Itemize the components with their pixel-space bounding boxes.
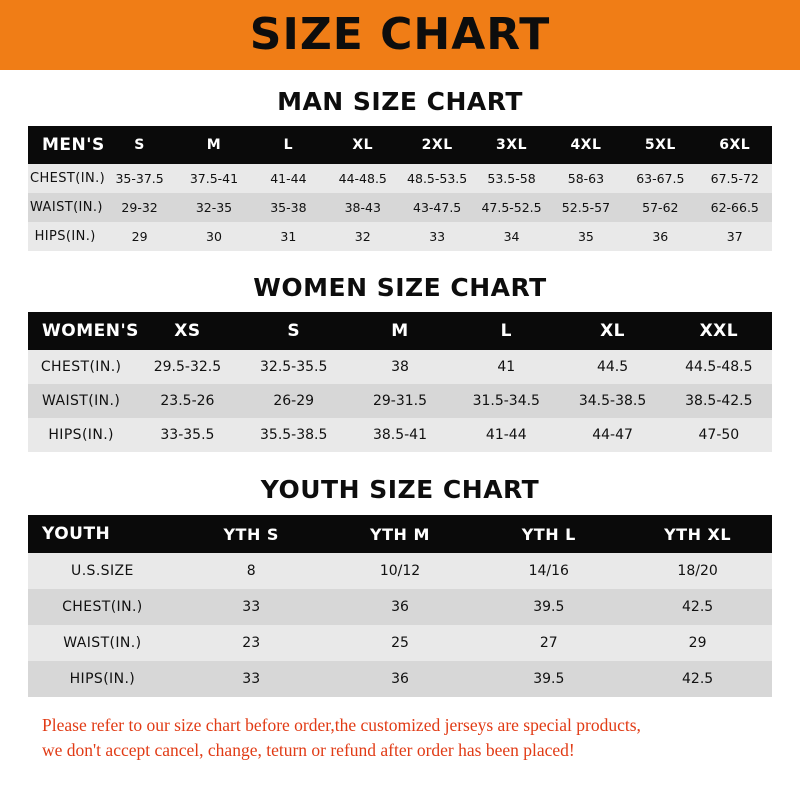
youth-col-header-2: YTH M [370,524,430,544]
men-row-0-cell-6: 58-63 [567,171,605,186]
men-row-1-cell-8: 62-66.5 [710,200,759,215]
table-row [28,193,772,222]
men-row-2-cell-8: 37 [726,229,743,244]
header-bar [0,0,800,70]
women-table-header [28,312,772,350]
women-row-2-cell-0: 33-35.5 [160,427,215,443]
women-col-header-2: S [287,321,301,341]
youth-row-1-cell-2: 39.5 [533,599,565,615]
men-row-0-cell-7: 63-67.5 [636,171,685,186]
table-row [28,164,772,193]
table-header-row [28,515,772,553]
women-row-1-cell-0: 23.5-26 [160,393,215,409]
table-row [28,222,772,251]
youth-row-1-label: CHEST(IN.) [62,599,143,615]
men-row-0-cell-1: 37.5-41 [189,171,239,186]
table-row [28,589,772,625]
men-col-header-5: 2XL [421,137,453,153]
men-row-2-cell-5: 34 [503,229,520,244]
women-row-0-cell-2: 38 [391,359,409,375]
men-col-header-6: 3XL [496,137,528,153]
youth-col-header-4: YTH XL [664,524,732,544]
men-col-header-8: 5XL [644,137,676,153]
man-section-title: MAN SIZE CHART [277,87,523,116]
men-col-header-7: 4XL [570,137,602,153]
women-col-header-1: XS [174,321,201,341]
youth-row-1-cell-0: 33 [242,599,261,615]
youth-row-0-cell-0: 8 [246,563,256,579]
women-row-2-cell-5: 47-50 [698,427,740,443]
men-col-header-1: S [134,137,145,153]
women-col-header-5: XL [600,321,626,341]
youth-row-3-cell-3: 42.5 [682,671,714,687]
men-row-1-label: WAIST(IN.) [30,200,103,215]
youth-col-header-1: YTH S [223,524,279,544]
youth-col-header-0: YOUTH [42,524,111,544]
women-row-0-label: CHEST(IN.) [40,359,122,375]
chart-content [0,87,800,764]
youth-row-0-cell-2: 14/16 [528,563,569,579]
men-row-1-cell-2: 35-38 [270,200,307,215]
youth-row-1-cell-3: 42.5 [682,599,714,615]
youth-table-header [28,515,772,553]
page-title: SIZE CHART [249,9,551,60]
women-row-2-cell-3: 41-44 [485,427,527,443]
order-policy-note-line-2: we don't accept cancel, change, teturn or refund after order has been placed! [42,740,575,761]
men-col-header-4: XL [352,137,374,153]
youth-row-1-cell-1: 36 [391,599,409,615]
men-row-0-cell-3: 44-48.5 [338,171,387,186]
table-header-row [28,312,772,350]
men-row-1-cell-6: 52.5-57 [561,200,611,215]
youth-row-2-cell-3: 29 [688,635,707,651]
table-row [28,418,772,452]
men-row-0-cell-5: 53.5-58 [487,171,536,186]
youth-row-0-cell-3: 18/20 [677,563,718,579]
men-row-2-cell-4: 33 [429,229,446,244]
women-row-1-cell-1: 26-29 [273,393,315,409]
men-row-2-cell-7: 36 [652,229,669,244]
youth-size-table [28,515,772,697]
men-row-0-cell-0: 35-37.5 [115,171,164,186]
order-policy-note-line-1: Please refer to our size chart before order,the customized jerseys are special products, [42,715,641,735]
table-row [28,661,772,697]
women-row-1-cell-2: 29-31.5 [372,393,427,409]
men-row-2-cell-0: 29 [131,229,148,244]
women-row-1-cell-3: 31.5-34.5 [472,393,540,409]
youth-row-3-cell-0: 33 [242,671,261,687]
men-col-header-9: 6XL [719,137,751,153]
table-row [28,553,772,589]
women-row-2-cell-4: 44-47 [592,427,633,443]
women-row-0-cell-5: 44.5-48.5 [685,359,753,375]
men-col-header-3: L [283,137,294,153]
men-row-0-cell-8: 67.5-72 [710,171,759,186]
men-table-body [28,164,772,251]
table-header-row [28,126,772,164]
youth-row-2-label: WAIST(IN.) [63,635,142,651]
table-row [28,384,772,418]
youth-row-2-cell-1: 25 [391,635,409,651]
women-row-0-cell-0: 29.5-32.5 [153,359,222,375]
men-size-table [28,126,772,251]
men-row-1-cell-7: 57-62 [642,200,679,215]
women-col-header-4: L [500,321,512,341]
women-table-body [28,350,772,452]
youth-col-header-3: YTH L [521,524,576,544]
youth-table-body [28,553,772,697]
women-row-1-cell-5: 38.5-42.5 [685,393,753,409]
women-col-header-6: XXL [699,321,739,341]
youth-row-3-cell-2: 39.5 [533,671,565,687]
men-row-0-cell-2: 41-44 [270,171,307,186]
men-row-1-cell-3: 38-43 [344,200,381,215]
men-row-1-cell-0: 29-32 [121,200,158,215]
men-row-2-label: HIPS(IN.) [34,229,96,244]
men-col-header-0: MEN'S [42,135,105,155]
men-row-2-cell-2: 31 [280,229,297,244]
men-row-2-cell-6: 35 [577,229,594,244]
men-row-0-label: CHEST(IN.) [30,171,106,186]
youth-row-3-label: HIPS(IN.) [69,671,136,687]
youth-row-2-cell-0: 23 [242,635,261,651]
women-col-header-0: WOMEN'S [42,321,139,341]
men-row-1-cell-4: 43-47.5 [413,200,462,215]
youth-row-0-cell-1: 10/12 [379,563,421,579]
men-row-2-cell-3: 32 [354,229,371,244]
women-col-header-3: M [391,321,409,341]
women-section-title: WOMEN SIZE CHART [253,273,547,302]
women-row-2-cell-1: 35.5-38.5 [260,427,328,443]
women-row-0-cell-4: 44.5 [596,359,629,375]
table-row [28,625,772,661]
men-col-header-2: M [206,137,222,153]
women-size-table [28,312,772,452]
youth-row-3-cell-1: 36 [391,671,409,687]
men-row-2-cell-1: 30 [206,229,222,244]
youth-section-title: YOUTH SIZE CHART [260,475,540,504]
men-row-1-cell-5: 47.5-52.5 [481,200,542,215]
women-row-2-cell-2: 38.5-41 [372,427,427,443]
men-row-1-cell-1: 32-35 [195,200,233,215]
women-row-0-cell-3: 41 [497,359,516,375]
youth-row-2-cell-2: 27 [539,635,558,651]
men-row-0-cell-4: 48.5-53.5 [407,171,468,186]
men-table-header [28,126,772,164]
women-row-2-label: HIPS(IN.) [48,427,114,443]
women-row-1-label: WAIST(IN.) [42,393,121,409]
youth-row-0-label: U.S.SIZE [71,563,134,579]
women-row-0-cell-1: 32.5-35.5 [260,359,328,375]
order-policy-note [28,713,772,764]
table-row [28,350,772,384]
women-row-1-cell-4: 34.5-38.5 [578,393,647,409]
